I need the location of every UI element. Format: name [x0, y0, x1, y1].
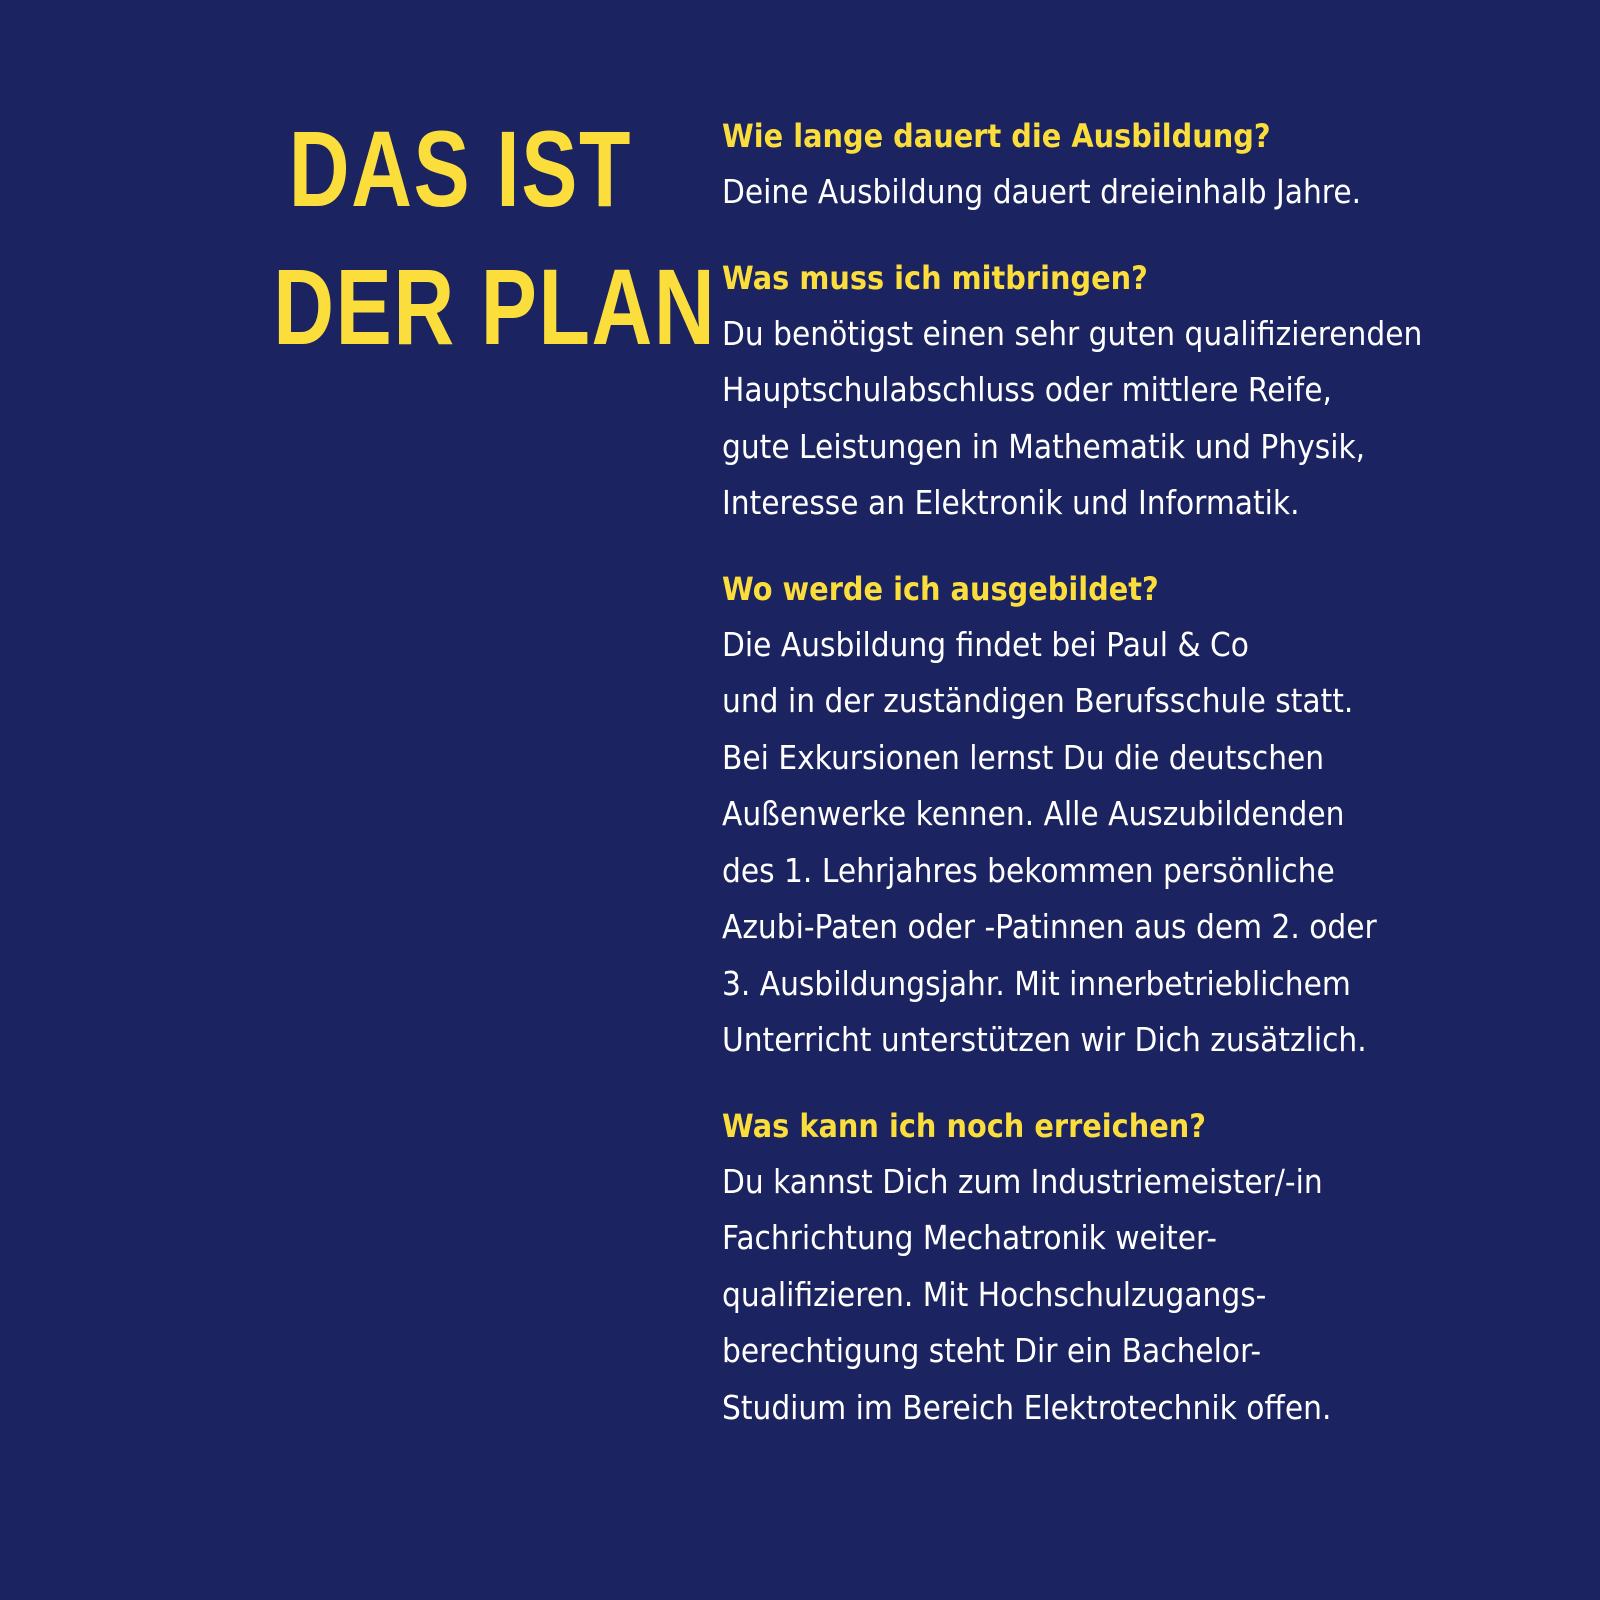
page-headline: [273, 100, 717, 376]
headline-line-1: DAS IST: [288, 108, 632, 229]
faq-answer-line: Interesse an Elektronik und Informatik.: [722, 483, 1300, 522]
faq-answer-line: Außenwerke kennen. Alle Auszubildenden: [722, 794, 1345, 833]
faq-answer-line: Du benötigst einen sehr guten qualifizierenden: [722, 313, 1423, 353]
faq-answer-line: 3. Ausbildungsjahr. Mit innerbetrieblichem: [722, 963, 1351, 1003]
faq-answer-line: Hauptschulabschluss oder mittlere Reife,: [722, 370, 1332, 409]
faq-answer-line: qualifizieren. Mit Hochschulzugangs-: [722, 1274, 1267, 1314]
faq-content: [722, 108, 1522, 1465]
faq-answer-line: berechtigung steht Dir ein Bachelor-: [722, 1331, 1262, 1370]
faq-question: Wo werde ich ausgebildet?: [722, 569, 1159, 608]
faq-section-location: [722, 561, 1522, 1069]
faq-answer-line: Studium im Bereich Elektrotechnik offen.: [722, 1387, 1332, 1427]
faq-question: Was muss ich mitbringen?: [722, 258, 1148, 297]
faq-answer-line: Die Ausbildung findet bei Paul & Co: [722, 624, 1249, 664]
faq-answer-line: Unterricht unterstützen wir Dich zusätzlich.: [722, 1020, 1367, 1059]
faq-answer-line: Fachrichtung Mechatronik weiter-: [722, 1218, 1218, 1257]
faq-answer-line: und in der zuständigen Berufsschule statt.: [722, 681, 1354, 720]
faq-section-duration: [722, 108, 1522, 221]
faq-answer-line: gute Leistungen in Mathematik und Physik,: [722, 426, 1366, 466]
faq-answer-line: Deine Ausbildung dauert dreieinhalb Jahre.: [722, 172, 1362, 211]
faq-question: Was kann ich noch erreichen?: [722, 1106, 1206, 1145]
faq-answer-line: Azubi-Paten oder -Patinnen aus dem 2. oder: [722, 907, 1377, 946]
faq-answer-line: Bei Exkursionen lernst Du die deutschen: [722, 737, 1325, 777]
faq-section-career: [722, 1098, 1522, 1437]
faq-answer-line: Du kannst Dich zum Industriemeister/-in: [722, 1161, 1323, 1201]
headline-line-2: DER PLAN: [273, 246, 717, 367]
faq-question: Wie lange dauert die Ausbildung?: [722, 117, 1271, 155]
faq-answer-line: des 1. Lehrjahres bekommen persönliche: [722, 850, 1335, 890]
faq-section-requirements: [722, 250, 1522, 532]
